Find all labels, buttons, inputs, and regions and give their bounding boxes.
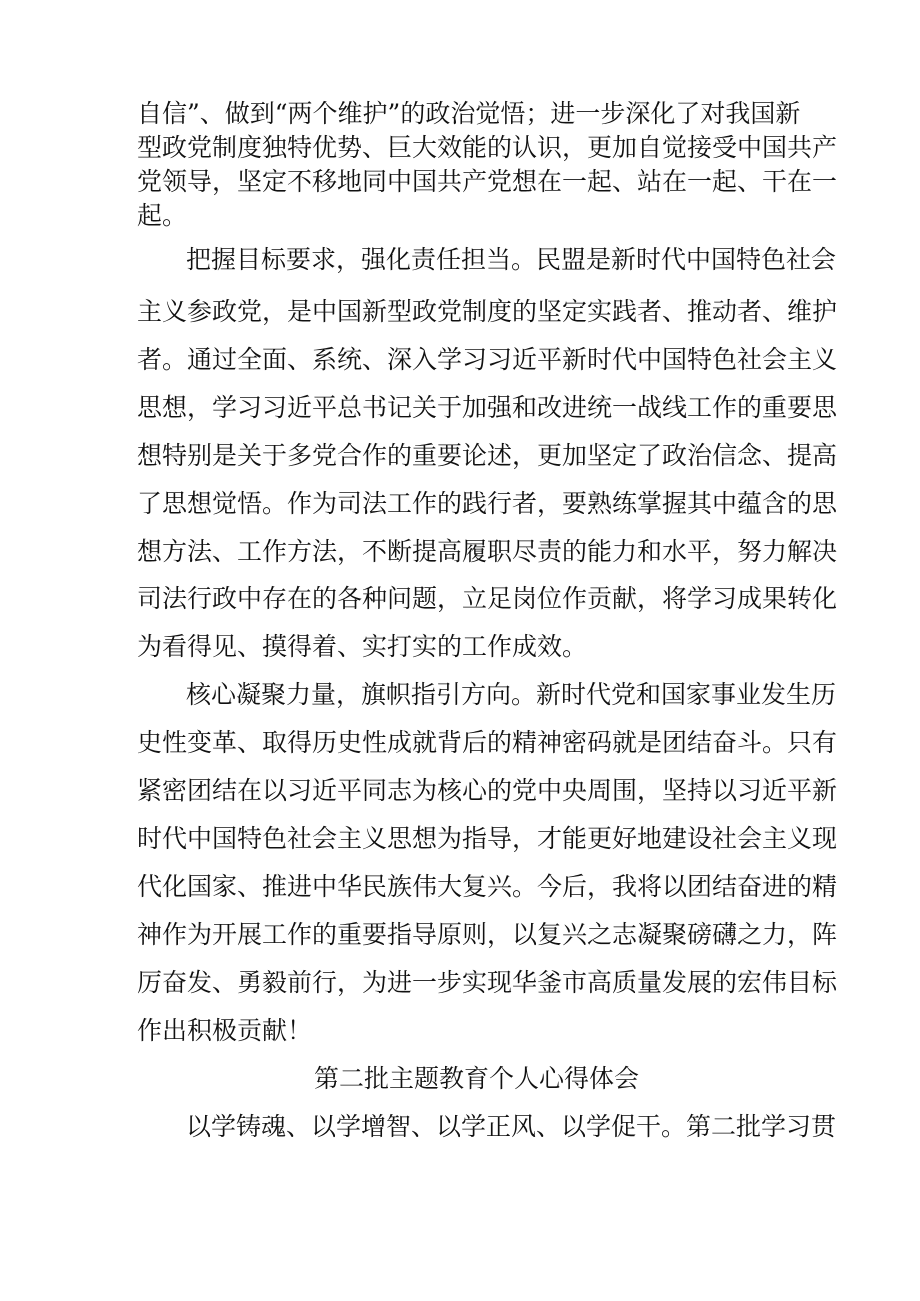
text-line (0, 625, 920, 669)
text-line-content: 了思想觉悟。作为司法工作的践行者，要熟练掌握其中蕴含的思 (137, 489, 838, 518)
text-line (0, 913, 920, 957)
text-line (0, 577, 920, 621)
text-line-content: 为看得见、摸得着、实打实的工作成效。 (137, 632, 588, 661)
text-line (0, 338, 920, 382)
text-line (0, 482, 920, 526)
section-title-text: 第二批主题教育个人心得体会 (314, 1064, 640, 1093)
text-line-content: 自信”、做到“两个维护”的政治觉悟；进一步深化了对我国新 (137, 99, 801, 128)
text-line (0, 817, 920, 861)
text-line (0, 673, 920, 717)
text-line (0, 434, 920, 478)
text-line-content: 神作为开展工作的重要指导原则，以复兴之志凝聚磅礴之力，阵 (137, 920, 838, 949)
text-line-content: 想方法、工作方法，不断提高履职尽责的能力和水平，努力解决 (137, 537, 838, 566)
text-line (0, 1105, 920, 1149)
text-line-content: 党领导，坚定不移地同中国共产党想在一起、站在一起、干在一 (137, 167, 838, 196)
text-line-content: 型政党制度独特优势、巨大效能的认识，更加自觉接受中国共产 (137, 133, 838, 162)
text-line-content: 时代中国特色社会主义思想为指导，才能更好地建设社会主义现 (137, 824, 838, 853)
text-line-content: 紧密团结在以习近平同志为核心的党中央周围，坚持以习近平新 (137, 776, 838, 805)
text-line (0, 386, 920, 430)
text-line (0, 530, 920, 574)
text-line-content: 把握目标要求，强化责任担当。民盟是新时代中国特色社会 (186, 245, 837, 274)
text-line-content: 想特别是关于多党合作的重要论述，更加坚定了政治信念、提高 (137, 441, 838, 470)
section-title (0, 1057, 920, 1101)
text-line-content: 作出积极贡献！ (137, 1016, 313, 1045)
text-line (0, 721, 920, 765)
text-line (0, 194, 920, 238)
text-line-content: 者。通过全面、系统、深入学习习近平新时代中国特色社会主义 (137, 345, 838, 374)
text-line-content: 主义参政党，是中国新型政党制度的坚定实践者、推动者、维护 (137, 297, 838, 326)
text-line-content: 以学铸魂、以学增智、以学正风、以学促干。第二批学习贯 (186, 1112, 837, 1141)
text-line-content: 史性变革、取得历史性成就背后的精神密码就是团结奋斗。只有 (137, 728, 838, 757)
text-line (0, 769, 920, 813)
text-line (0, 961, 920, 1005)
text-line (0, 238, 920, 282)
text-line-content: 思想，学习习近平总书记关于加强和改进统一战线工作的重要思 (137, 393, 838, 422)
text-line-content: 司法行政中存在的各种问题，立足岗位作贡献，将学习成果转化 (137, 584, 838, 613)
text-line-content: 厉奋发、勇毅前行，为进一步实现华釜市高质量发展的宏伟目标 (137, 968, 838, 997)
text-line (0, 1009, 920, 1053)
text-line-content: 代化国家、推进中华民族伟大复兴。今后，我将以团结奋进的精 (137, 872, 838, 901)
text-line-content: 核心凝聚力量，旗帜指引方向。新时代党和国家事业发生历 (186, 680, 837, 709)
text-line (0, 865, 920, 909)
text-line (0, 290, 920, 334)
text-line-content: 起。 (137, 201, 188, 230)
